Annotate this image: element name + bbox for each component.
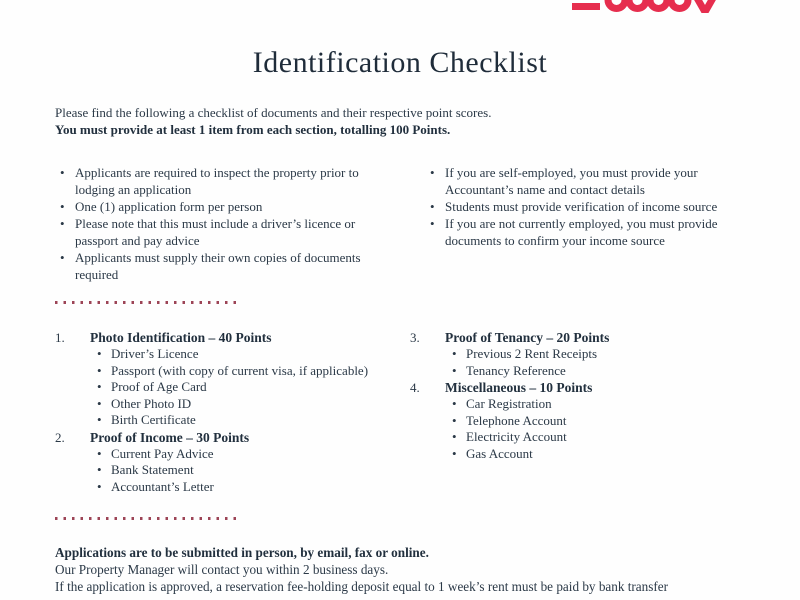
section-number: 2. [55, 429, 65, 445]
note-item: • Please note that this must include a driver’s licence or passport and pay advice [55, 215, 385, 249]
section-item [55, 429, 410, 496]
section-doc-item: • Telephone Account [448, 413, 755, 430]
section-doc-list [448, 346, 755, 379]
section-doc-item: • Electricity Account [448, 429, 755, 446]
section-doc-item: • Tenancy Reference [448, 363, 755, 380]
dotted-separator-bottom [55, 517, 237, 520]
intro-line-1: Please find the following a checklist of documents and their respective point scores. [55, 105, 492, 120]
section-heading: Proof of Income – 30 Points [90, 429, 250, 445]
notes-column-left [55, 164, 385, 283]
footer-line-1: Applications are to be submitted in person, by email, fax or online. [55, 545, 429, 560]
brand-logo-icon [572, 0, 722, 13]
section-heading: Proof of Tenancy – 20 Points [445, 330, 610, 345]
section-doc-item: • Passport (with copy of current visa, if applicable) [93, 363, 410, 380]
note-item: • Applicants are required to inspect the property prior to lodging an application [55, 164, 385, 198]
section-heading-row [410, 329, 755, 346]
note-item: • If you are not currently employed, you must provide documents to confirm your income source [425, 215, 755, 249]
footer-line-2: Our Property Manager will contact you within 2 business days. [55, 562, 389, 577]
general-notes [55, 164, 755, 283]
section-doc-item: • Previous 2 Rent Receipts [448, 346, 755, 363]
intro-line-2: You must provide at least 1 item from each section, totalling 100 Points. [55, 122, 451, 137]
section-number: 4. [410, 380, 420, 395]
dotted-separator-top [55, 301, 237, 304]
section-heading: Photo Identification – 40 Points [90, 330, 272, 345]
section-doc-item: • Proof of Age Card [93, 379, 410, 396]
note-item: • If you are self-employed, you must provide your Accountant’s name and contact details [425, 164, 755, 198]
page-title: Identification Checklist [252, 46, 548, 79]
section-doc-list [93, 446, 410, 496]
section-doc-list [93, 346, 410, 429]
footer-line-3: If the application is approved, a reservation fee-holding deposit equal to 1 week’s rent must be paid by bank transfer [55, 579, 669, 594]
section-number: 1. [55, 330, 65, 345]
note-item: • Students must provide verification of income source [425, 198, 755, 215]
section-heading: Miscellaneous – 10 Points [445, 380, 593, 395]
note-item: • One (1) application form per person [55, 198, 385, 215]
section-number: 3. [410, 330, 420, 345]
checklist-sections [55, 329, 755, 495]
footer-block [55, 544, 765, 595]
sections-column-right [410, 329, 755, 495]
notes-column-right [425, 164, 755, 283]
sections-column-left [55, 329, 410, 495]
section-item [55, 329, 410, 429]
brand-logo-partial [572, 0, 722, 13]
section-item [410, 329, 755, 379]
note-item: • Applicants must supply their own copies of documents required [55, 249, 385, 283]
section-doc-item: • Car Registration [448, 396, 755, 413]
section-doc-item: • Current Pay Advice [93, 446, 410, 463]
section-doc-list [448, 396, 755, 462]
section-doc-item: • Gas Account [448, 446, 755, 463]
section-doc-item: • Accountant’s Letter [93, 479, 410, 496]
section-heading-row [55, 329, 410, 346]
intro-block [55, 104, 755, 138]
section-doc-item: • Other Photo ID [93, 396, 410, 413]
section-doc-item: • Birth Certificate [93, 412, 410, 429]
section-doc-item: • Bank Statement [93, 462, 410, 479]
section-heading-row [55, 429, 410, 446]
section-heading-row [410, 379, 755, 396]
section-item [410, 379, 755, 462]
section-doc-item: • Driver’s Licence [93, 346, 410, 363]
